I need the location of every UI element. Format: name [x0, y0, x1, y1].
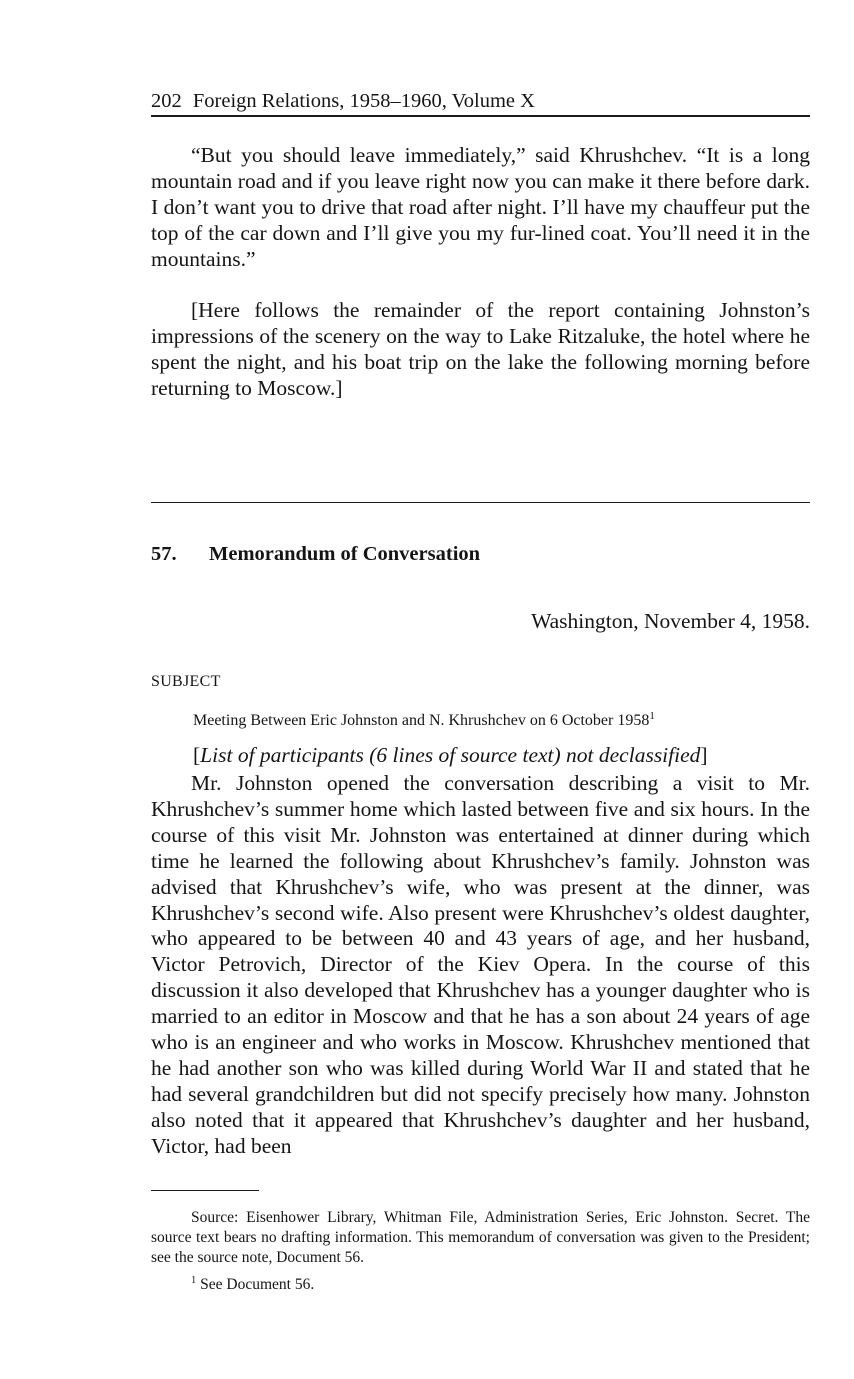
document-heading	[151, 541, 480, 567]
section-divider	[151, 502, 810, 503]
footnote-rule	[151, 1190, 259, 1191]
participants-note-text: List of participants (6 lines of source text) not declassified	[200, 743, 701, 767]
running-title: Foreign Relations, 1958–1960, Volume X	[192, 90, 535, 112]
footnote-1	[151, 1271, 810, 1295]
subject-label: SUBJECT	[151, 673, 221, 690]
footnote-ref: 1	[649, 710, 655, 722]
dateline: Washington, November 4, 1958.	[531, 609, 810, 633]
subject-text: Meeting Between Eric Johnston and N. Khrushchev on 6 October 1958	[193, 712, 650, 729]
continued-paragraph-1: “But you should leave immediately,” said Khrushchev. “It is a long mountain road and if you leave right now you can make it there before dark. I don’t want you to drive that road after night. I’ll have my chauffeur put the top of the car down and I’ll give you my fur-lined coat. You’ll need it in the mountains.”	[151, 143, 810, 271]
document-number: 57.	[151, 543, 177, 565]
editorial-note-paragraph: [Here follows the remainder of the report containing Johnston’s impressions of the scenery on the way to Lake Ritzaluke, the hotel where he spent the night, and his boat trip on the lake the following morning before returning to Moscow.]	[151, 298, 810, 400]
subject-line	[193, 706, 655, 731]
running-header	[151, 88, 810, 117]
participants-note: [List of participants (6 lines of source text) not declassified]	[193, 743, 708, 767]
source-footnote: Source: Eisenhower Library, Whitman File, Administration Series, Eric Johnston. Secret. The source text bears no drafting information. This memorandum of conversation was given to the President; see the source note, Document 56.	[151, 1209, 810, 1266]
memorandum-body: Mr. Johnston opened the conversation describing a visit to Mr. Khrushchev’s summer home which lasted between five and six hours. In the course of this visit Mr. Johnston was entertained at dinner during which time he learned the following about Khrushchev’s family. Johnston was advised that Khrushchev’s wife, who was present at the dinner, was Khrushchev’s second wife. Also present were Khrushchev’s oldest daughter, who appeared to be between 40 and 43 years of age, and her husband, Victor Petrovich, Director of the Kiev Opera. In the course of this discussion it also developed that Khrushchev has a younger daughter who is married to an editor in Moscow and that he has a son about 24 years of age who is an engineer and who works in Moscow. Khrushchev mentioned that he had another son who was killed during World War II and stated that he had several grandchildren but did not specify precisely how many. Johnston also noted that it appeared that Khrushchev’s daughter and her husband, Victor, had been	[151, 771, 810, 1158]
footnote-1-text: See Document 56.	[200, 1276, 315, 1293]
page-number: 202	[151, 90, 182, 112]
document-title: Memorandum of Conversation	[209, 543, 481, 565]
footnote-1-marker: 1	[191, 1275, 197, 1286]
